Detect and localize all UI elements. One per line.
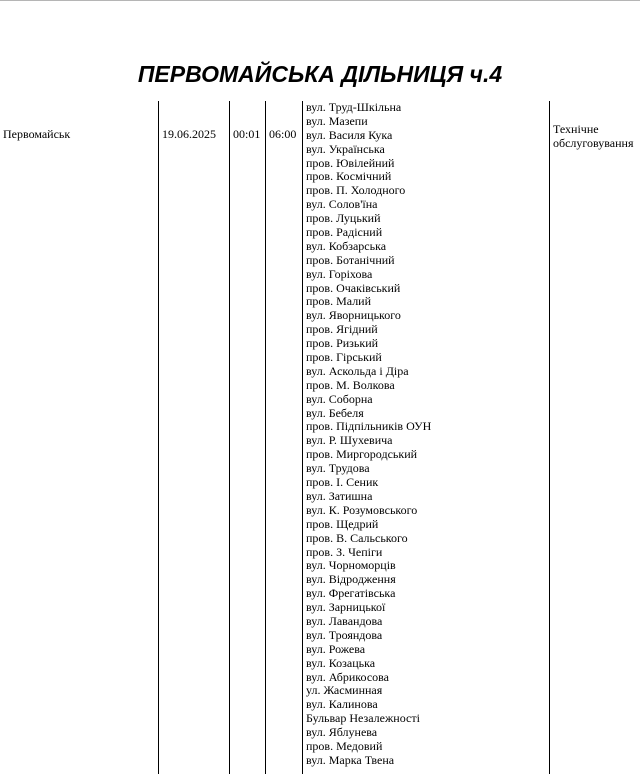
column-divider-streets-reason — [549, 101, 550, 774]
street-item: пров. Малий — [306, 294, 372, 309]
street-item: вул. Яворницького — [306, 308, 401, 323]
street-item: пров. Гірський — [306, 350, 382, 365]
start-time-cell: 00:01 — [233, 127, 261, 141]
street-item: вул. Чорноморців — [306, 558, 396, 573]
street-item: вул. Марка Твена — [306, 752, 395, 767]
column-divider-date-start — [229, 101, 230, 774]
street-item: пров. М. Волкова — [306, 377, 395, 392]
street-item: вул. Рожева — [306, 641, 366, 656]
reason-cell: Технічне обслуговування — [553, 122, 634, 150]
street-item: пров. Ягідний — [306, 322, 378, 337]
street-list — [306, 101, 431, 768]
street-item: пров. Щедрий — [306, 516, 379, 531]
street-item: вул. Солов'їна — [306, 197, 378, 212]
date-cell: 19.06.2025 — [162, 127, 216, 141]
end-time-cell: 06:00 — [269, 127, 297, 141]
column-divider-locality-date — [158, 101, 159, 774]
street-item: пров. Радісний — [306, 225, 383, 240]
street-item: вул. Абрикосова — [306, 669, 389, 684]
street-item: вул. К. Розумовського — [306, 502, 418, 517]
street-item: вул. Затишна — [306, 488, 373, 503]
street-item: вул. Р. Шухевича — [306, 433, 393, 448]
street-item: пров. Космічний — [306, 169, 392, 184]
street-item: пров. Підпільників ОУН — [306, 419, 432, 434]
street-item: пров. П. Холодного — [306, 183, 406, 198]
street-item: вул. Трояндова — [306, 627, 383, 642]
street-item: пров. І. Сеник — [306, 475, 379, 490]
street-item: вул. Козацька — [306, 655, 376, 670]
top-border — [0, 0, 640, 1]
street-item: Бульвар Незалежності — [306, 711, 420, 726]
street-item: вул. Зарницької — [306, 600, 386, 615]
street-item: пров. Ризький — [306, 336, 379, 351]
street-item: пров. Медовий — [306, 738, 383, 753]
street-item: вул. Відродження — [306, 572, 396, 587]
street-item: вул. Лавандова — [306, 613, 383, 628]
column-divider-start-end — [265, 101, 266, 774]
street-item: вул. Бебеля — [306, 405, 364, 420]
street-item: пров. Миргородський — [306, 447, 418, 462]
street-item: вул. Труд-Шкільна — [306, 100, 402, 114]
street-item: вул. Василя Кука — [306, 127, 393, 142]
street-item: вул. Соборна — [306, 391, 373, 406]
street-item: пров. З. Чепіги — [306, 544, 383, 559]
street-item: пров. В. Сальського — [306, 530, 408, 545]
street-item: вул. Фрегатівська — [306, 586, 396, 601]
street-item: вул. Українська — [306, 141, 385, 156]
locality-cell: Первомайськ — [3, 127, 71, 141]
street-item: ул. Жасминная — [306, 683, 383, 698]
street-item: вул. Кобзарська — [306, 238, 387, 253]
street-item: пров. Ювілейний — [306, 155, 395, 170]
column-divider-end-streets — [302, 101, 303, 774]
street-item: вул. Трудова — [306, 461, 370, 476]
street-item: пров. Ботанічний — [306, 252, 395, 267]
street-item: вул. Калинова — [306, 697, 378, 712]
street-item: вул. Горіхова — [306, 266, 373, 281]
street-item: вул. Аскольда і Діра — [306, 363, 409, 378]
page-title: ПЕРВОМАЙСЬКА ДІЛЬНИЦЯ ч.4 — [137, 61, 503, 87]
street-item: вул. Мазепи — [306, 113, 368, 128]
street-item: пров. Луцький — [306, 211, 381, 226]
street-item: пров. Очаківський — [306, 280, 401, 295]
street-item: вул. Яблунева — [306, 725, 378, 740]
